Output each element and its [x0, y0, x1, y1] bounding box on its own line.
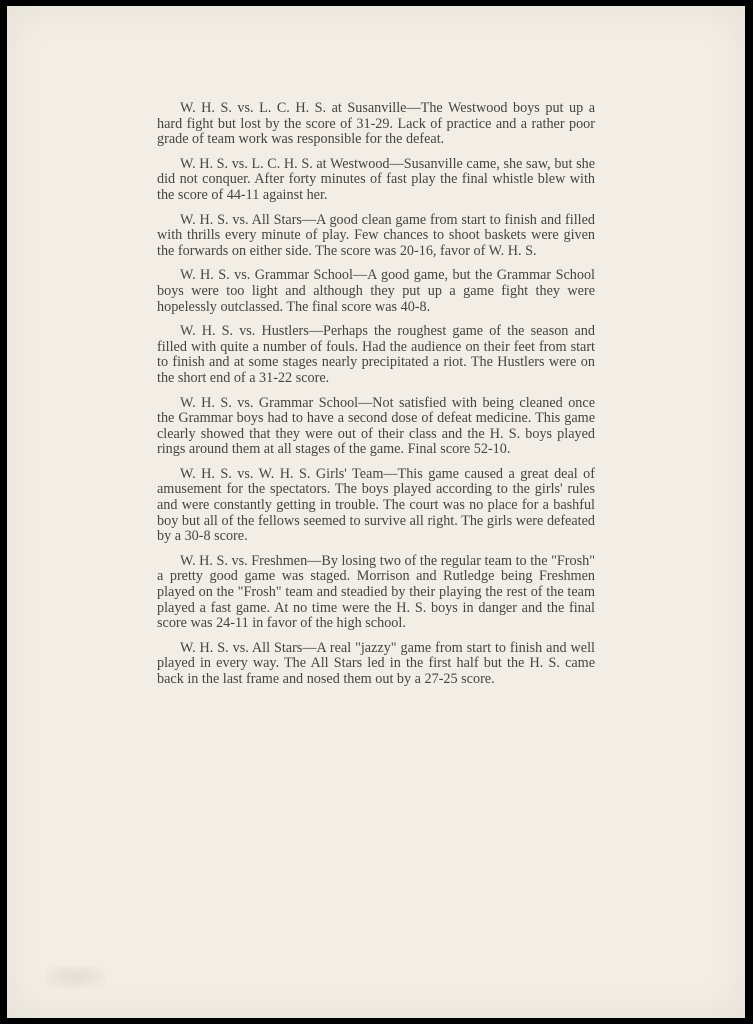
game-report-susanville-away: W. H. S. vs. L. C. H. S. at Susanville—The Westwood boys put up a hard fight but lost by the score of 31-29. Lack of practice and a rather poor grade of team work was responsible for the defeat.: [157, 100, 595, 148]
page-smudge: [45, 966, 105, 988]
game-report-grammar-school-2: W. H. S. vs. Grammar School—Not satisfied with being cleaned once the Grammar boys had to have a second dose of defeat medicine. This game clearly showed that they were out of their class and the H. S. boys played rings around them at all stages of the game. Final score 52-10.: [157, 394, 595, 458]
game-report-hustlers: W. H. S. vs. Hustlers—Perhaps the roughest game of the season and filled with quite a number of fouls. Had the audience on their feet from start to finish and at some stages nearly precipitated a riot. The Hustlers were on the short end of a 31-22 score.: [157, 323, 595, 386]
document-text-block: [157, 101, 595, 697]
game-report-all-stars-2: W. H. S. vs. All Stars—A real "jazzy" game from start to finish and well played in every way. The All Stars led in the first half but the H. S. came back in the last frame and nosed them out by a 27-25 score.: [157, 639, 595, 687]
game-report-freshmen: W. H. S. vs. Freshmen—By losing two of the regular team to the "Frosh" a pretty good game was staged. Morrison and Rutledge being Freshmen played on the "Frosh" team and steadied by their playing the rest of the team played a fast game. At no time were the H. S. boys in danger and the final score was 24-11 in favor of the high school.: [157, 552, 595, 632]
game-report-westwood-home: W. H. S. vs. L. C. H. S. at Westwood—Susanville came, she saw, but she did not conquer. After forty minutes of fast play the final whistle blew with the score of 44-11 against her.: [157, 155, 595, 203]
game-report-all-stars-1: W. H. S. vs. All Stars—A good clean game from start to finish and filled with thrills every minute of play. Few chances to shoot baskets were given the forwards on either side. The score was 20-16, favor of W. H. S.: [157, 211, 595, 259]
game-report-girls-team: W. H. S. vs. W. H. S. Girls' Team—This game caused a great deal of amusement for the spectators. The boys played according to the girls' rules and were constantly getting in trouble. The court was no place for a bashful boy but all of the fellows seemed to survive all right. The girls were defeated by a 30-8 score.: [157, 465, 595, 545]
game-report-grammar-school-1: W. H. S. vs. Grammar School—A good game, but the Grammar School boys were too light and although they put up a game fight they were hopelessly outclassed. The final score was 40-8.: [157, 267, 595, 315]
